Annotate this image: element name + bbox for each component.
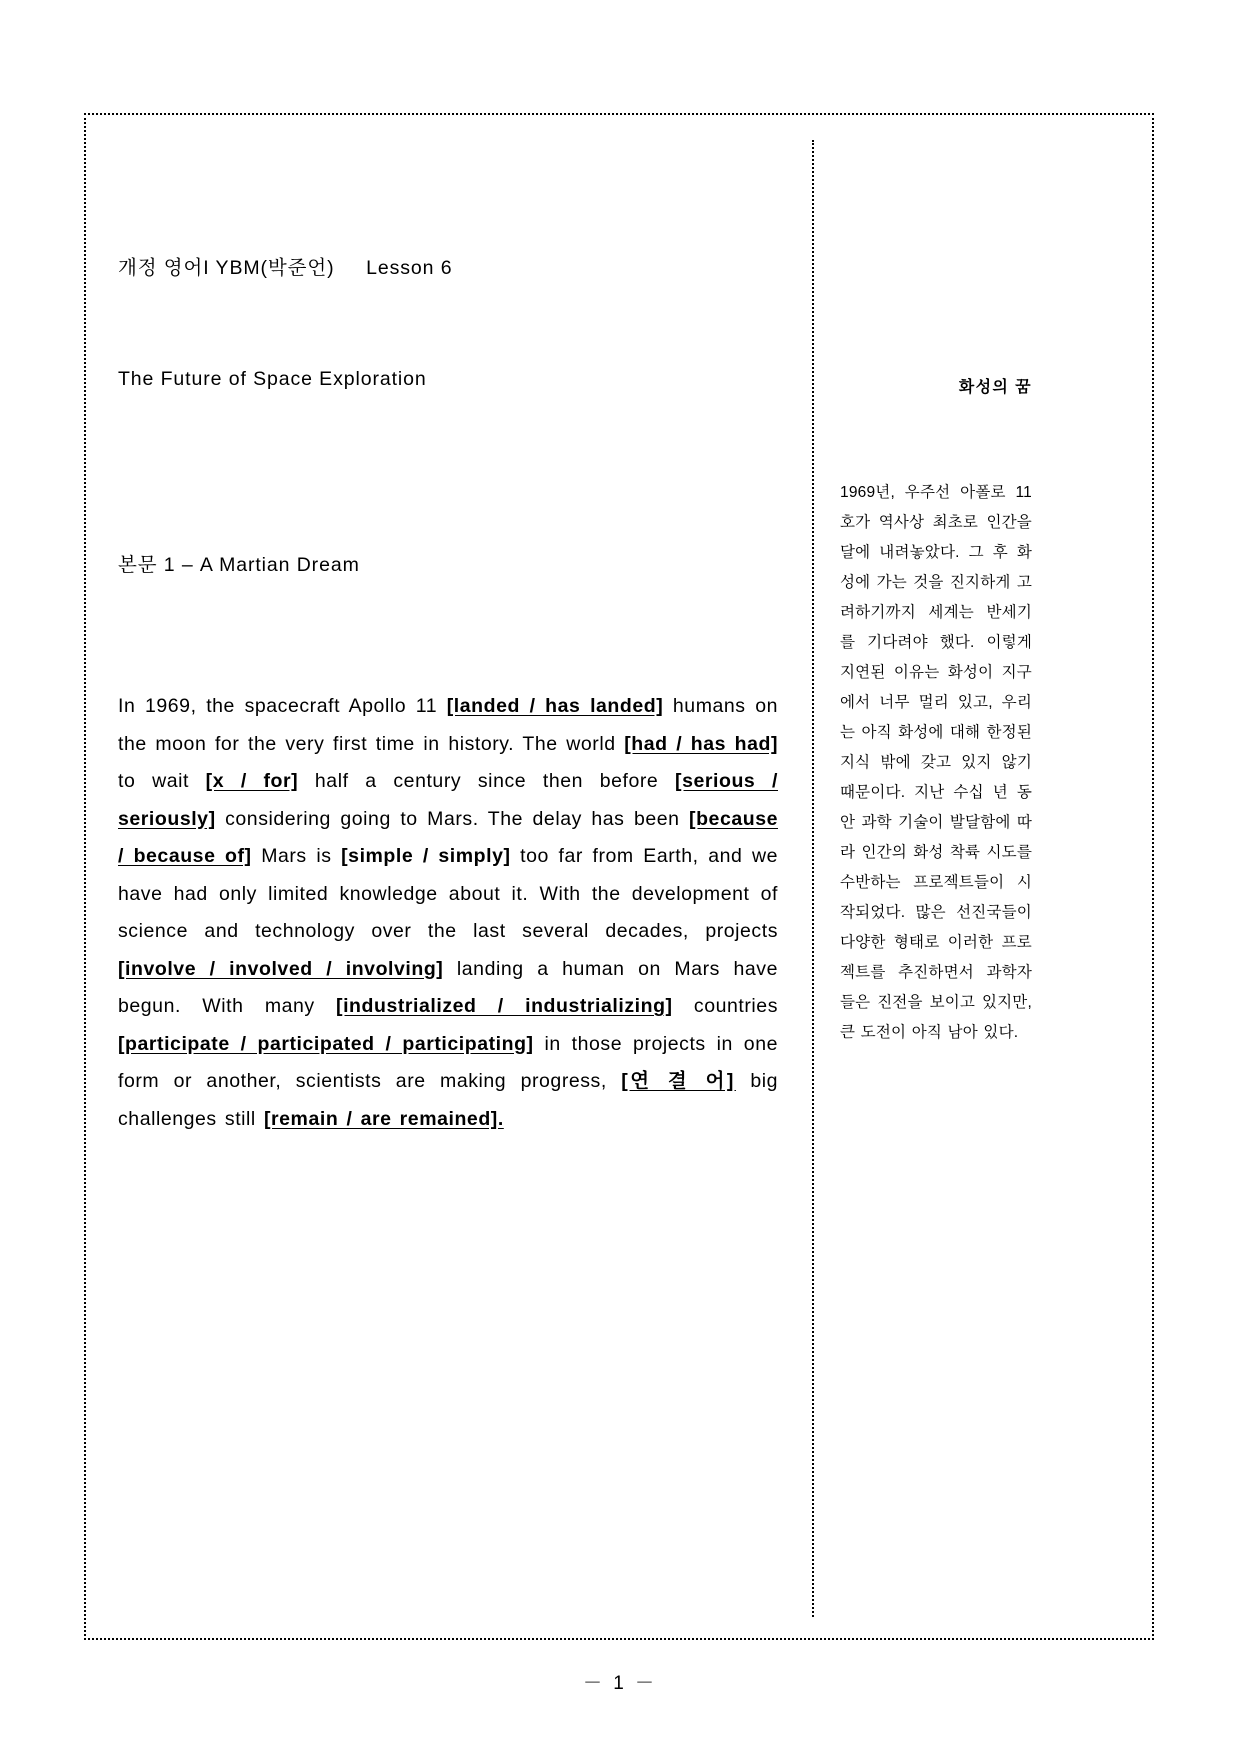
grammar-choice-15: [industrialized / industrializing]: [336, 995, 673, 1017]
english-column: [118, 176, 788, 1138]
grammar-choice-17: [participate / participated / participating]: [118, 1032, 534, 1055]
page-number: － 1 －: [582, 1673, 658, 1694]
grammar-choice-3: [had / has had]: [624, 732, 778, 755]
document-header: [118, 176, 788, 472]
grammar-choice-19: [연 결 어]: [621, 1070, 736, 1092]
column-divider: [812, 140, 814, 1617]
korean-column: [840, 176, 1032, 1048]
section-heading: 본문 1 – A Martian Dream: [118, 554, 360, 576]
korean-passage: 1969년, 우주선 아폴로 11호가 역사상 최초로 인간을 달에 내려놓았다. 그 후 화성에 가는 것을 진지하게 고려하기까지 세계는 반세기를 기다려야 했다. 이렇게 지연된 이유는 화성이 지구에서 너무 멀리 있고, 우리는 아직 화성에 대해 한정된 지식 밖에 갖고 있지 않기 때문이다. 지난 수십 년 동안 과학 기술이 발달함에 따라 인간의 화성 착륙 시도를 수반하는 프로젝트들이 시작되었다. 많은 선진국들이 다양한 형태로 이러한 프로젝트를 추진하면서 과학자들은 진전을 보이고 있지만, 큰 도전이 아직 남아 있다.: [840, 484, 1032, 1041]
grammar-choice-5: [x / for]: [205, 770, 299, 792]
grammar-choice-9: [because / because of]: [118, 807, 778, 867]
grammar-choice-7: [serious / seriously]: [118, 770, 778, 830]
grammar-choice-11: [simple / simply]: [341, 845, 511, 867]
grammar-choice-1: [landed / has landed]: [446, 695, 664, 717]
grammar-choice-13: [involve / involved / involving]: [118, 957, 444, 980]
course-title: 개정 영어I YBM(박준언) Lesson 6: [118, 257, 453, 279]
lesson-title: The Future of Space Exploration: [118, 368, 427, 390]
grammar-choice-21: [remain / are remained].: [263, 1107, 504, 1130]
english-passage: In 1969, the spacecraft Apollo 11 [landed / has landed] humans on the moon for the very first time in history. The world [had / has had] to wait [x / for] half a century since then before [serious / seriously] considering going to Mars. The delay has been [because / because of] Mars is [simple / simply] too far from Earth, and we have had only limited knowledge about it. With the development of science and technology over the last several decades, projects [involve / involved / involving] landing a human on Mars have begun. With many [industrialized / industrializing] countries [participate / participated / participating] in those projects in one form or another, scientists are making progress, [연 결 어] big challenges still [remain / are remained].: [118, 695, 779, 1130]
korean-title: 화성의 꿈: [958, 379, 1032, 396]
